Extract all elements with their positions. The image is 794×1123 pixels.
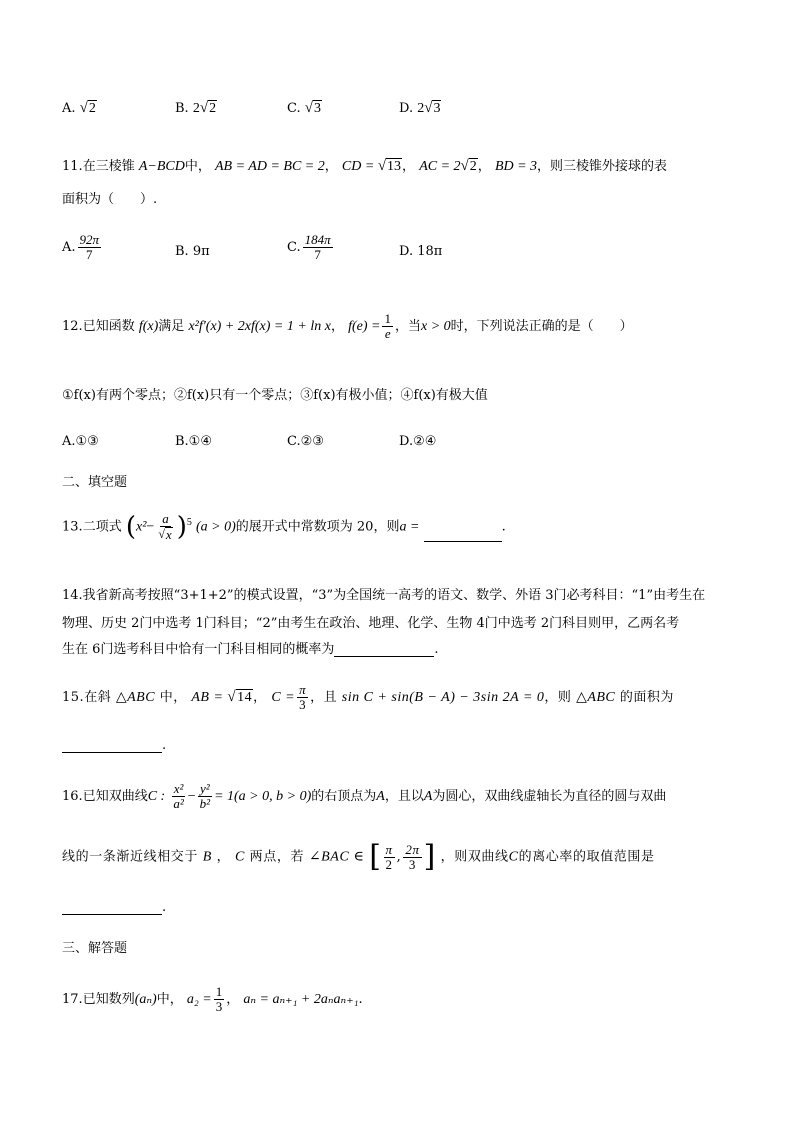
q11-stem-line2: 面积为（ ）. xyxy=(62,192,158,207)
section-solutions: 三、解答题 xyxy=(62,941,128,956)
q12-option-c: C.②③ xyxy=(287,434,324,449)
q14-answer-blank[interactable] xyxy=(334,642,434,657)
q12-option-d: D.②④ xyxy=(399,434,437,449)
q10-option-c: C. √ 3 xyxy=(287,100,321,116)
q16-line2: 线的一条渐近线相交于 B ， C 两点，若 ∠BAC ∈ [ $\frac{\pi}{2}$ , $\frac{2\pi}{3}$ ] ，则双曲线C的离心率的取值范围是 xyxy=(62,839,655,874)
q15-answer-blank[interactable] xyxy=(62,738,162,753)
q14-line3: 生在 6门选考科目中恰有一门科目相同的概率为 . xyxy=(62,642,439,657)
q10-option-a: A. √ 2 xyxy=(62,100,96,116)
q11-option-d: D. 18π xyxy=(399,244,443,259)
q15-stem: 15.在斜 △ABC 中， AB = √ 14 ， C = $\frac{\pi}{3}$ ，且 sin C + sin(B − A) − 3sin 2A = 0，则 △ABC 的面积为 xyxy=(62,682,674,712)
q14-line2: 物理、历史 2门中选考 1门科目；“2”由考生在政治、地理、化学、生物 4门中选考 2门科目则甲，乙两名考 xyxy=(62,616,680,631)
q13-stem: 13.二项式 (x²− a √ x )$^5$ (a > 0)的展开式中常数项为 20，则a = . xyxy=(62,511,506,542)
sqrt-3d: √ 3 xyxy=(424,100,441,116)
sqrt-2b: √ 2 xyxy=(199,100,217,116)
q16-answer-blank[interactable] xyxy=(62,900,162,915)
q11-option-a: A. $\frac{92\pi}{7}$ xyxy=(62,232,100,262)
q13-answer-blank[interactable] xyxy=(424,527,502,542)
section-fill-in: 二、填空题 xyxy=(62,475,128,490)
q12-statements: ①f(x)有两个零点；②f(x)只有一个零点；③f(x)有极小值；④f(x)有极大值 xyxy=(62,388,488,403)
q12-option-b: B.①④ xyxy=(175,434,212,449)
q12-option-a: A.①③ xyxy=(62,434,99,449)
q14-line1: 14.我省新高考按照“3+1+2”的模式设置，“3”为全国统一高考的语文、数学、外语 3门必考科目：“1”由考生在 xyxy=(62,588,706,603)
q12-stem: 12.已知函数 f(x)满足 x²f′(x) + 2xf(x) = 1 + ln x， f(e) = $\frac{1}{e}$ ，当x > 0时，下列说法正确的是（ ） xyxy=(62,311,633,341)
sqrt-3: √ 3 xyxy=(304,100,321,116)
q16-line1: 16.已知双曲线C : $\frac{\text{x²}}{\text{a²}}$ − $\frac{\text{y²}}{\text{b²}}$ = 1(a > 0, b > 0)的右顶点为A，且以A为圆心，双曲线虚轴长为直径的圆与双曲 xyxy=(62,781,667,811)
q17-stem: 17.已知数列(aₙ)中， a₂ = $\frac{1}{3}$ ， aₙ = aₙ₊₁ + 2aₙaₙ₊₁. xyxy=(62,984,363,1014)
q16-answer-line: . xyxy=(62,900,166,915)
q10-option-d: D. 2 √ 3 xyxy=(399,100,441,116)
q10-option-b: B. 2 √ 2 xyxy=(175,100,217,116)
sqrt-2: √ 2 xyxy=(79,100,96,116)
q11-option-b: B. 9π xyxy=(175,244,210,259)
q15-answer-line: . xyxy=(62,738,166,753)
q11-stem-line1: 11.在三棱锥 A−BCD中， AB = AD = BC = 2， CD = √ 13 ， AC = 2 √ 2 ， BD = 3，则三棱锥外接球的表 xyxy=(62,158,668,174)
q11-option-c: C. $\frac{184\pi}{7}$ xyxy=(287,232,331,262)
